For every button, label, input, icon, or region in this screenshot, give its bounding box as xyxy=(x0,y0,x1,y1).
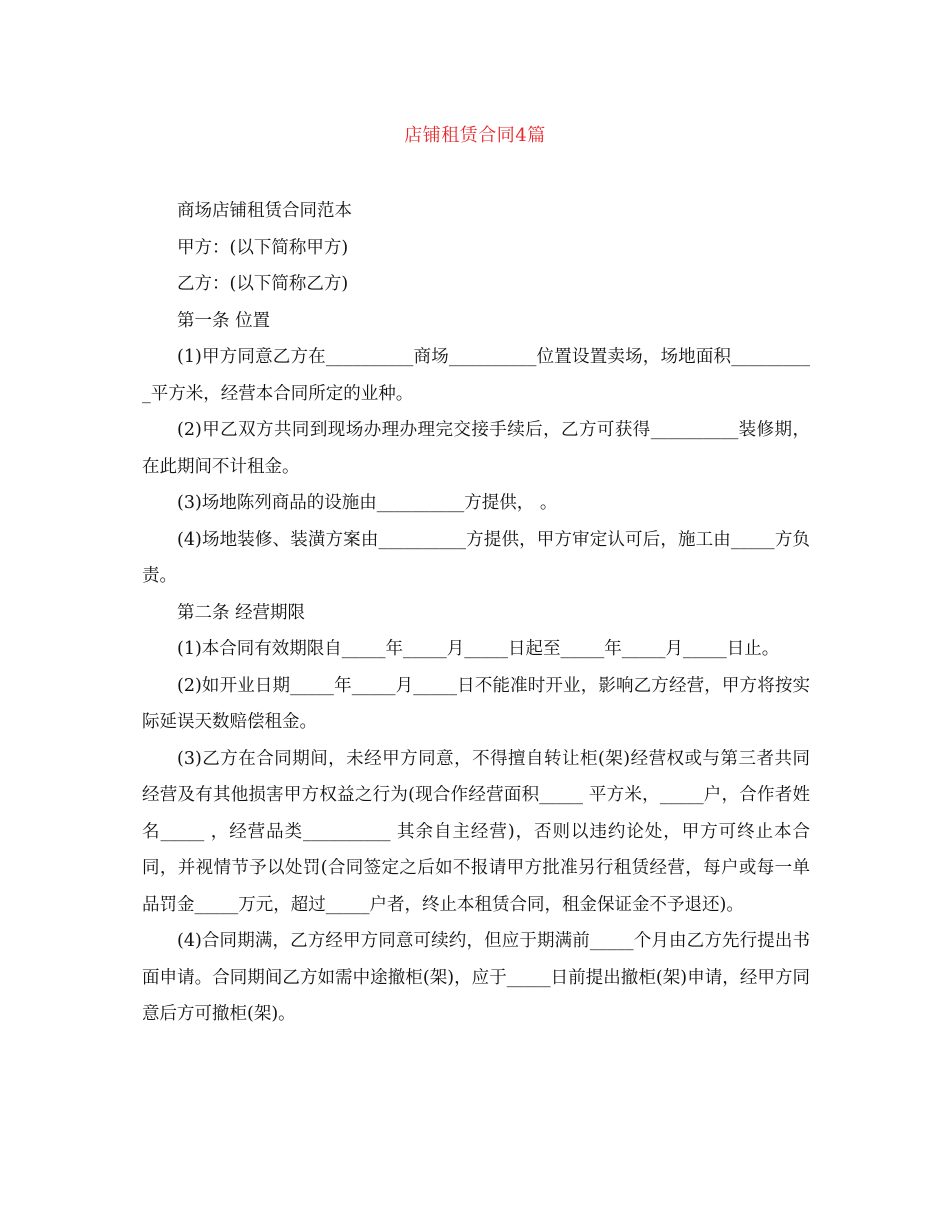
article-2-clause-3: (3)乙方在合同期间，未经甲方同意，不得擅自转让柜(架)经营权或与第三者共同经营及有其他损害甲方权益之行为(现合作经营面积_____ 平方米，_____户，合作者姓名_____ ，经营品类__________ 其余自主经营)，否则以违约论处，甲方可终止本合同，并视情节予以处罚(合同签定之后如不报请甲方批准另行租赁经营，每户或每一单品罚金_____万元，超过_____户者，终止本租赁合同，租金保证金不予退还)。 xyxy=(142,748,810,915)
article-2-clause-4: (4)合同期满，乙方经甲方同意可续约，但应于期满前_____个月由乙方先行提出书面申请。合同期间乙方如需中途撤柜(架)，应于_____日前提出撤柜(架)申请，经甲方同意后方可撤柜(架)。 xyxy=(142,931,810,1024)
article-2-heading: 第二条 经营期限 xyxy=(177,602,306,623)
document-body xyxy=(142,193,810,1033)
document-title: 店铺租赁合同4篇 xyxy=(404,125,546,146)
article-1-clause-2: (2)甲乙双方共同到现场办理办理完交接手续后，乙方可获得__________装修期，在此期间不计租金。 xyxy=(142,420,810,477)
article-1-heading: 第一条 位置 xyxy=(177,310,271,331)
party-a-line: 甲方：(以下简称甲方) xyxy=(177,237,349,258)
contract-heading: 商场店铺租赁合同范本 xyxy=(177,201,352,221)
article-1-clause-4: (4)场地装修、装潢方案由__________方提供，甲方审定认可后，施工由_____方负责。 xyxy=(142,529,810,586)
article-2-clause-2: (2)如开业日期_____年_____月_____日不能准时开业，影响乙方经营，甲方将按实际延误天数赔偿租金。 xyxy=(142,675,810,732)
article-1-clause-3: (3)场地陈列商品的设施由__________方提供， 。 xyxy=(177,493,558,513)
article-2-clause-1: (1)本合同有效期限自_____年_____月_____日起至_____年_____月_____日止。 xyxy=(177,639,780,659)
article-1-clause-1: (1)甲方同意乙方在__________商场__________位置设置卖场，场地面积__________平方米，经营本合同所定的业种。 xyxy=(142,347,810,404)
party-b-line: 乙方：(以下简称乙方) xyxy=(177,274,349,294)
